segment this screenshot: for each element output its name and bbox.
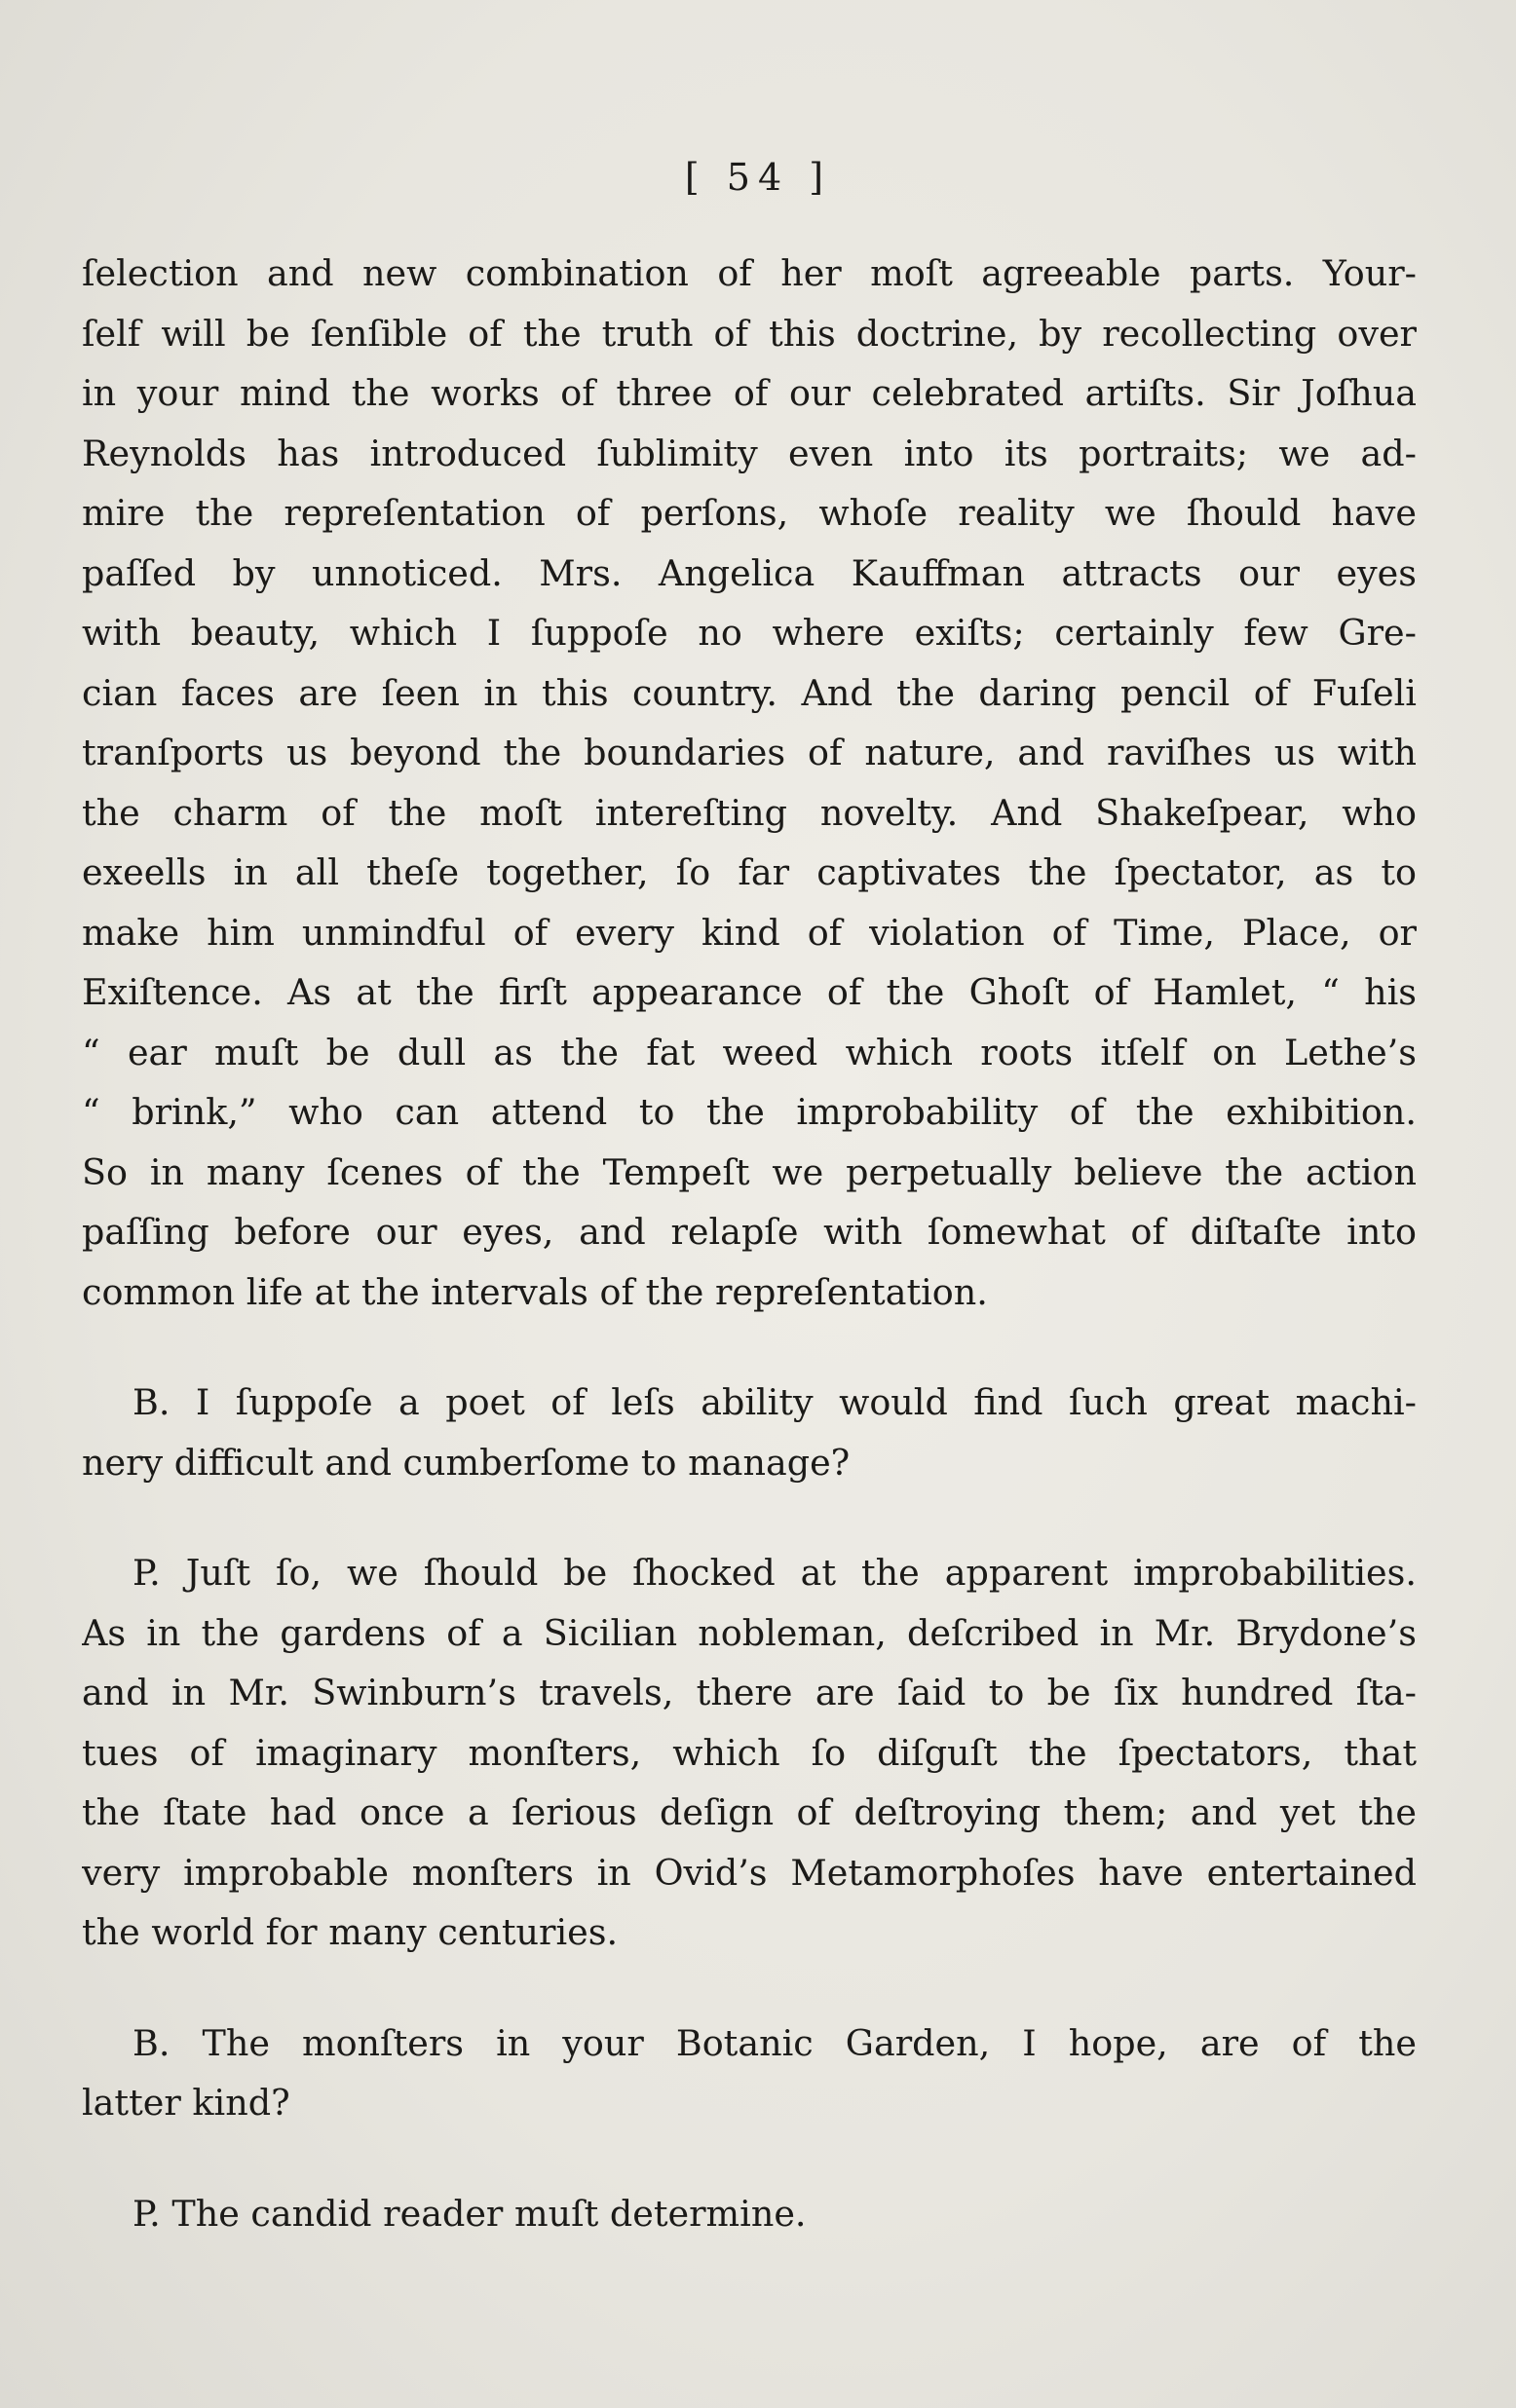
text-line: paſſed by unnoticed. Mrs. Angelica Kauffman attracts our eyes (82, 551, 1417, 594)
text-line: “ brink,” who can attend to the improbability of the exhibition. (82, 1091, 1417, 1133)
text-line: cian faces are ſeen in this country. And the daring pencil of Fuſeli (82, 671, 1417, 714)
text-line: latter kind? (82, 2082, 290, 2124)
text-line: common life at the intervals of the repreſentation. (82, 1270, 988, 1313)
text-line: with beauty, which I ſuppoſe no where exiſts; certainly few Gre- (82, 612, 1417, 654)
text-line: Reynolds has introduced ſublimity even into its portraits; we ad- (82, 432, 1417, 474)
text-line: P. Juſt ſo, we ſhould be ſhocked at the apparent improbabilities. (133, 1552, 1417, 1594)
text-line: P. The candid reader muſt determine. (133, 2192, 807, 2235)
paragraph-dialogue-b (82, 2013, 1417, 2133)
text-line: B. The monſters in your Botanic Garden, I hope, are of the (133, 2021, 1417, 2064)
paragraph-dialogue-p (82, 1543, 1417, 1963)
paragraph-dialogue-b (82, 1373, 1417, 1492)
page-number: [ 54 ] (684, 156, 832, 199)
text-line: the world for many centuries. (82, 1911, 619, 1953)
text-line: paſſing before our eyes, and relapſe with ſomewhat of diſtaſte into (82, 1211, 1417, 1253)
paragraph-narration (82, 244, 1417, 1322)
text-line: “ ear muſt be dull as the fat weed which roots itſelf on Lethe’s (82, 1031, 1417, 1073)
text-line: the ſtate had once a ſerious deſign of deſtroying them; and yet the (82, 1791, 1417, 1833)
text-line: Exiſtence. As at the firſt appearance of the Ghoſt of Hamlet, “ his (82, 971, 1417, 1013)
text-line: ſelection and new combination of her moſt agreeable parts. Your- (82, 252, 1417, 294)
text-line: ſelf will be ſenſible of the truth of this doctrine, by recollecting over (82, 312, 1417, 355)
text-line: and in Mr. Swinburn’s travels, there are ſaid to be ſix hundred ſta- (82, 1672, 1417, 1713)
body-text (82, 244, 1417, 2243)
text-line: B. I ſuppoſe a poet of leſs ability would find ſuch great machi- (133, 1381, 1417, 1423)
text-line: make him unmindful of every kind of violation of Time, Place, or (82, 911, 1417, 954)
text-line: nery difficult and cumberſome to manage? (82, 1441, 851, 1484)
text-line: the charm of the moſt intereſting novelty. And Shakeſpear, who (82, 791, 1417, 834)
paragraph-dialogue-p (82, 2184, 1417, 2244)
text-line: in your mind the works of three of our celebrated artiſts. Sir Joſhua (82, 372, 1417, 414)
text-line: So in many ſcenes of the Tempeſt we perpetually believe the action (82, 1150, 1417, 1193)
text-line: exeells in all theſe together, ſo far captivates the ſpectator, as to (82, 851, 1417, 893)
text-line: very improbable monſters in Ovid’s Metamorphoſes have entertained (82, 1851, 1417, 1894)
text-line: As in the gardens of a Sicilian nobleman, deſcribed in Mr. Brydone’s (82, 1611, 1417, 1654)
text-line: tues of imaginary monſters, which ſo diſguſt the ſpectators, that (82, 1731, 1417, 1774)
text-line: mire the repreſentation of perſons, whoſe reality we ſhould have (82, 492, 1417, 534)
text-line: tranſports us beyond the boundaries of nature, and raviſhes us with (82, 732, 1417, 773)
